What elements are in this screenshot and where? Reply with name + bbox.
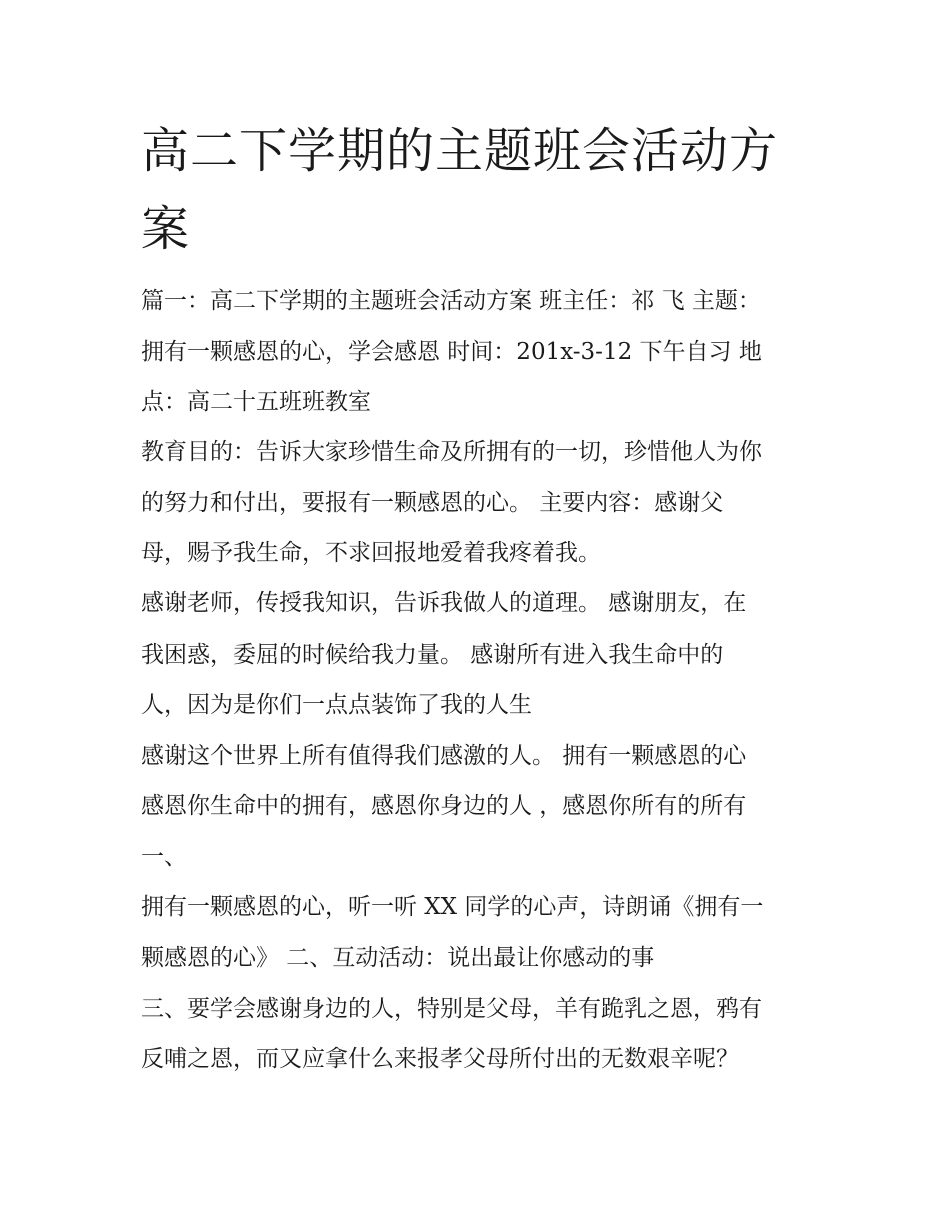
body-line: 三、要学会感谢身边的人，特别是父母，羊有跪乳之恩，鸦有 [141,996,762,1022]
body-line: 一、 [141,844,187,870]
body-line: 颗感恩的心》 二、互动活动：说出最让你感动的事 [141,945,655,971]
document-title: 高二下学期的主题班会活动方案 [141,123,779,257]
body-line: 篇一：高二下学期的主题班会活动方案 班主任：祁 飞 主题： [141,288,761,314]
body-line: 感谢老师，传授我知识，告诉我做人的道理。 感谢朋友，在 [141,590,747,616]
body-line: 人，因为是你们一点点装饰了我的人生 [141,692,532,718]
body-line: 点：高二十五班班教室 [141,389,371,415]
body-line: 感谢这个世界上所有值得我们感激的人。 拥有一颗感恩的心 [141,743,747,769]
body-line: 反哺之恩，而又应拿什么来报孝父母所付出的无数艰辛呢？ [141,1046,739,1072]
body-line: 教育目的：告诉大家珍惜生命及所拥有的一切，珍惜他人为你 [141,439,762,465]
body-line: 母，赐予我生命，不求回报地爱着我疼着我。 [141,540,601,566]
body-line: 的努力和付出，要报有一颗感恩的心。 主要内容：感谢父 [141,490,724,516]
body-line: 拥有一颗感恩的心，听一听 XX 同学的心声，诗朗诵《拥有一 [141,894,764,920]
body-line: 感恩你生命中的拥有，感恩你身边的人 ，感恩你所有的所有 [141,793,747,819]
body-line: 拥有一颗感恩的心，学会感恩 时间：201x-3-12 下午自习 地 [141,339,762,365]
body-line: 我困惑，委屈的时候给我力量。 感谢所有进入我生命中的 [141,642,724,668]
